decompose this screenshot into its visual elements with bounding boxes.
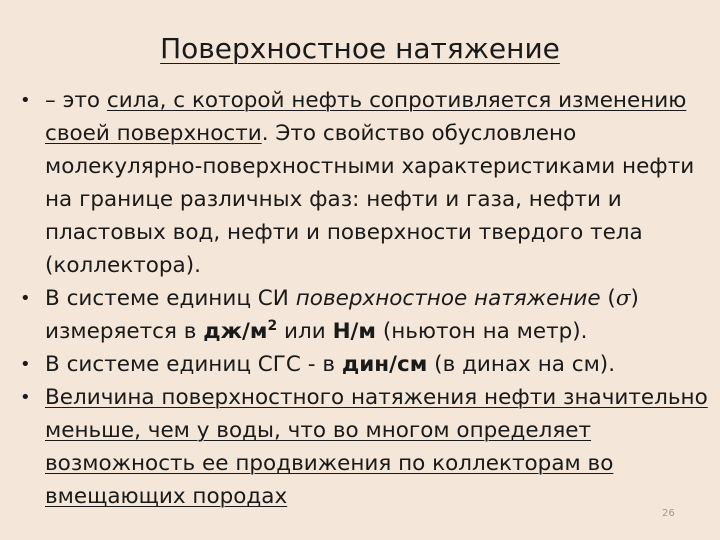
si-text-3: ) измеряется в: [45, 286, 639, 344]
si-italic-term: поверхностное натяжение: [295, 286, 601, 311]
si-text-2: (: [600, 286, 616, 311]
bullet-definition: [0, 84, 720, 282]
dash: –: [45, 88, 56, 113]
bullet-marker: •: [20, 387, 31, 408]
si-text-5: (ньютон на метр).: [375, 319, 588, 344]
si-unit-newton: Н/м: [332, 319, 376, 344]
bullet-comparison: [0, 381, 720, 513]
cgs-unit: дин/см: [341, 352, 428, 377]
cgs-text-1: В системе единиц СГС - в: [45, 352, 342, 377]
slide-title: Поверхностное натяжение: [160, 32, 560, 65]
si-text-4: или: [277, 319, 333, 344]
definition-rest: . Это свойство обусловлено молекулярно-поверхностными характеристиками нефти на границе различных фаз: нефти и газа, нефти и пластовых вод, нефти и поверхности твердого тела (коллектора).: [45, 121, 695, 278]
si-text-1: В системе единиц СИ: [45, 286, 296, 311]
definition-underlined: сила, с которой нефть сопротивляется изменению своей поверхности: [45, 88, 687, 146]
bullet-marker: •: [20, 354, 31, 375]
definition-intro: это: [55, 88, 107, 113]
si-unit-joule: $дж/м^2$: [203, 317, 278, 344]
comparison-text: Величина поверхностного натяжения нефти значительно меньше, чем у воды, что во многом определяет возможность ее продвижения по коллекторам во вмещающих породах: [45, 385, 708, 509]
bullet-list: [0, 84, 720, 513]
bullet-cgs-units: [0, 348, 720, 381]
cgs-text-2: (в динах на см).: [427, 352, 616, 377]
sigma-symbol: σ: [615, 286, 631, 311]
bullet-marker: •: [20, 90, 31, 111]
bullet-si-units: [0, 282, 720, 348]
page-number: 26: [662, 508, 675, 519]
bullet-marker: •: [20, 288, 31, 309]
